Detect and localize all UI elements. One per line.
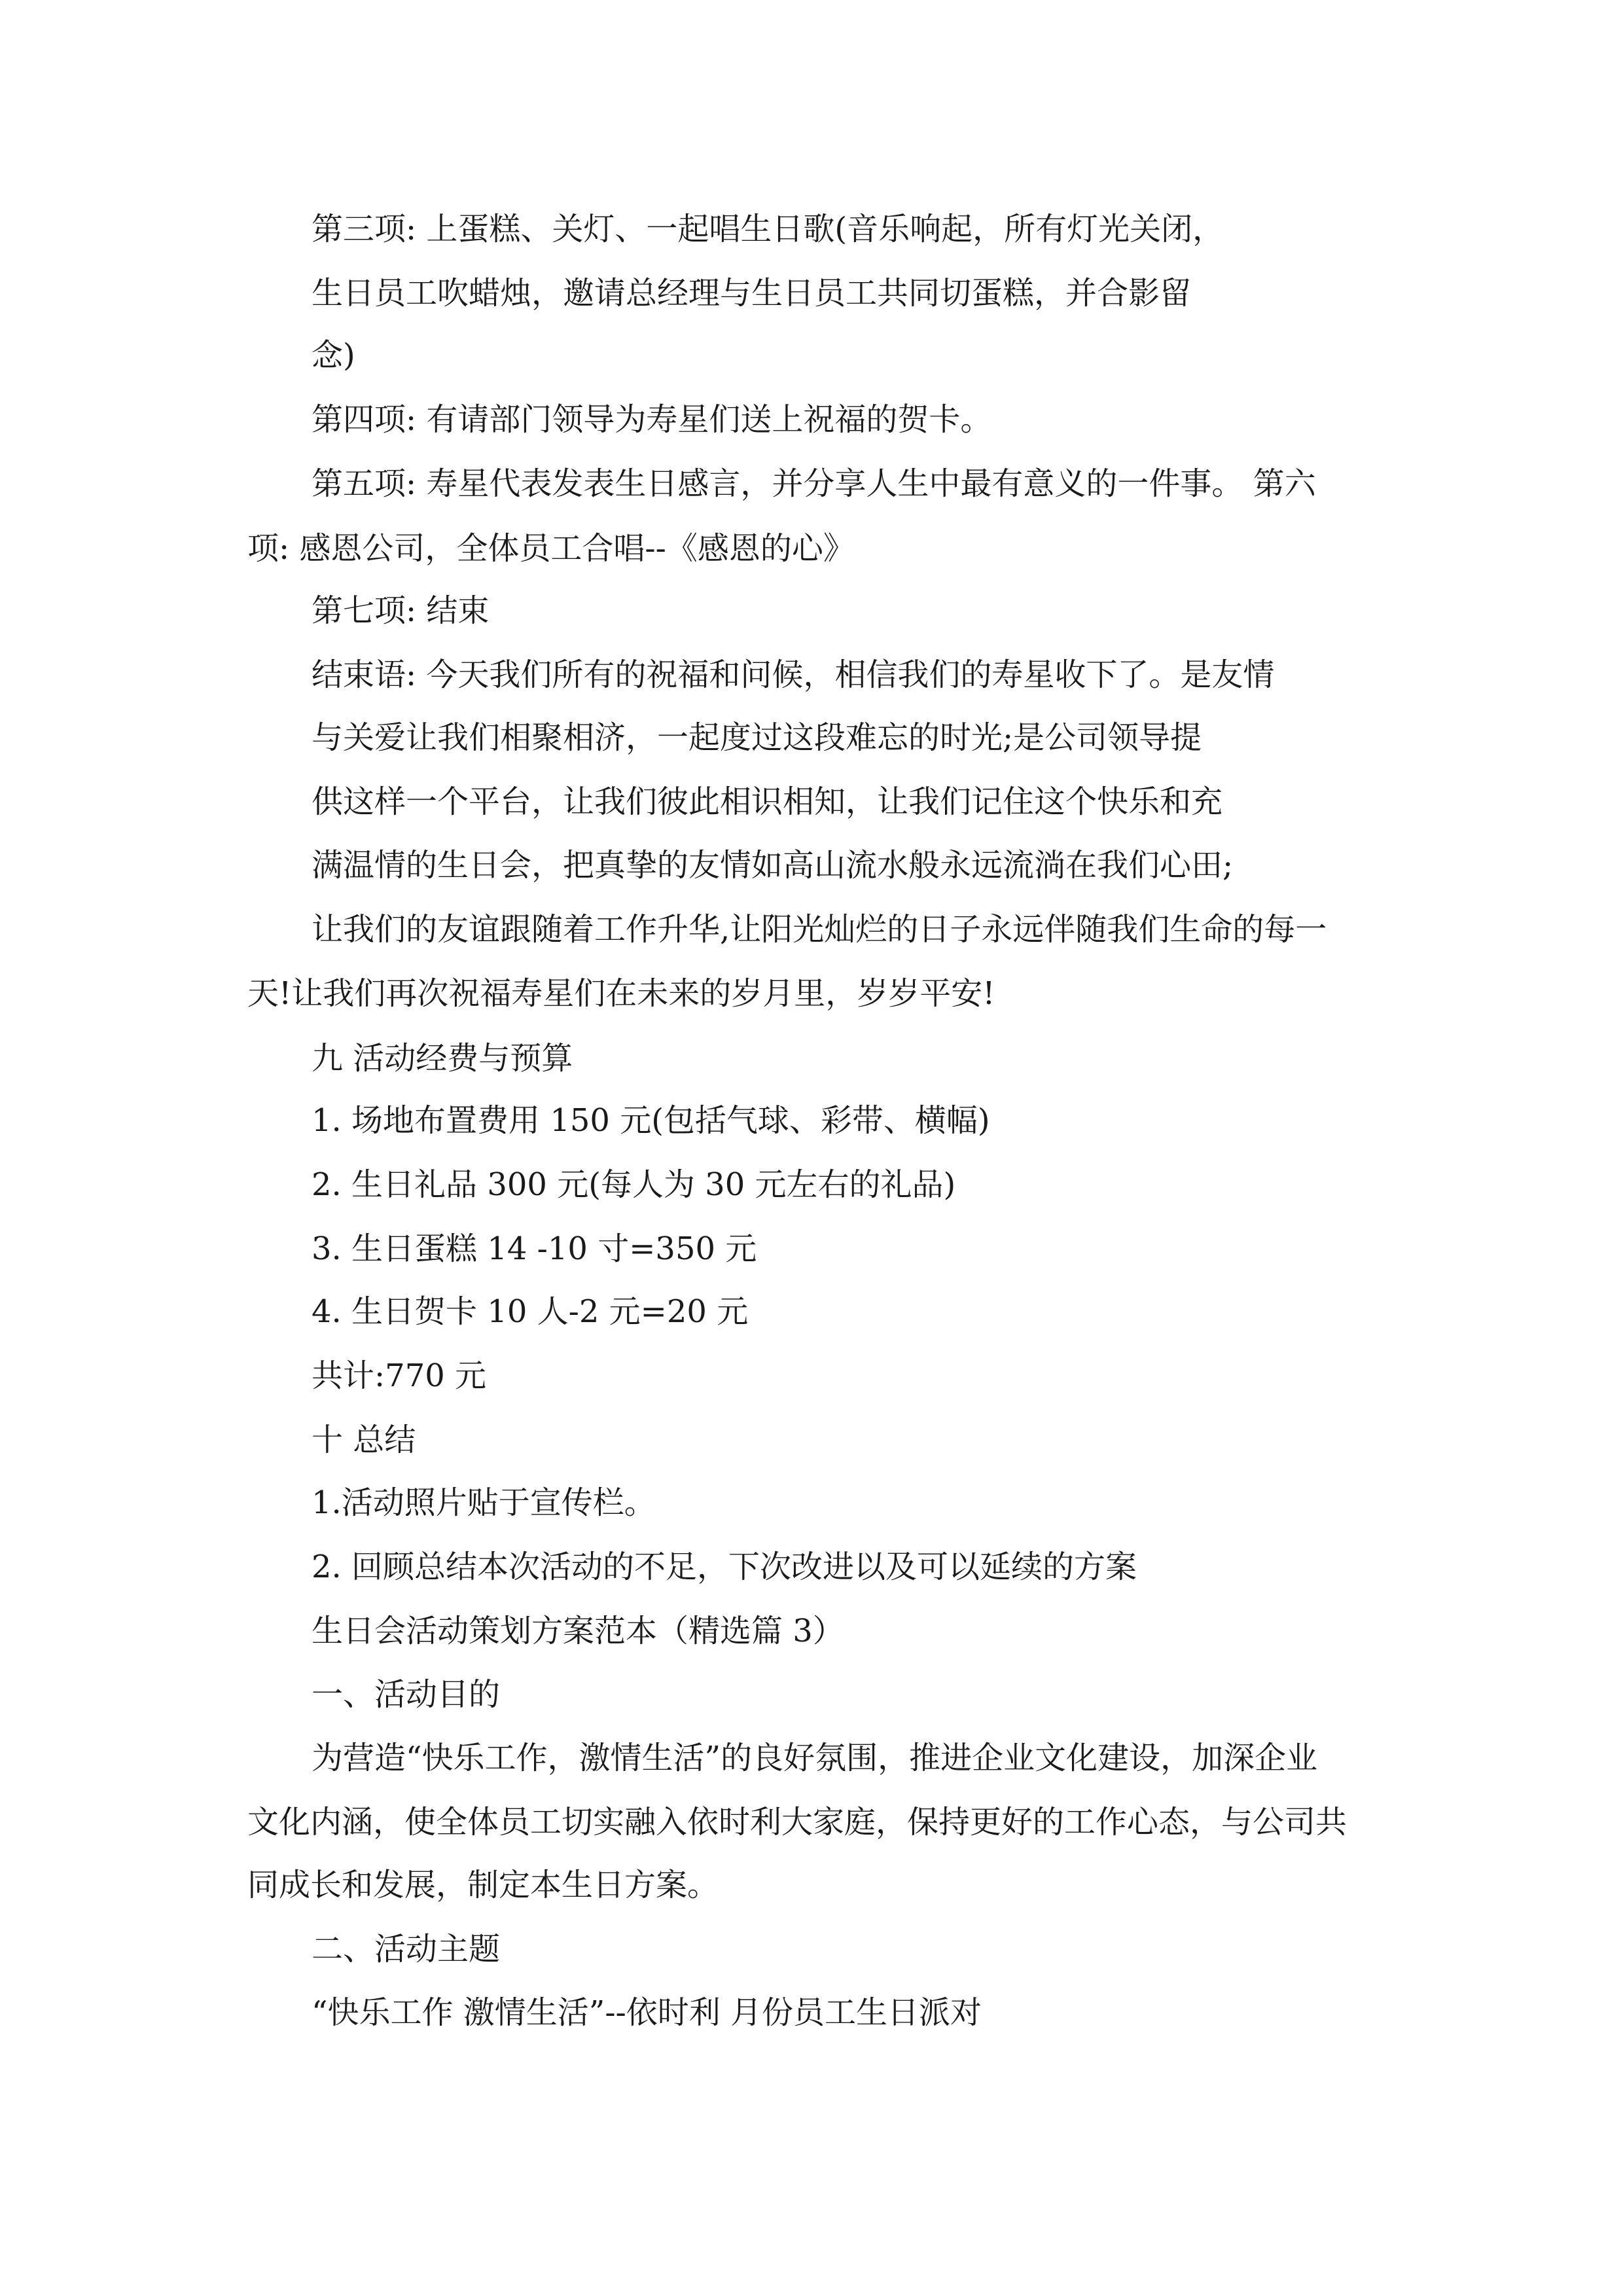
text-line: “快乐工作 激情生活”--依时利 月份员工生日派对 [312,1994,982,2031]
document-title: 生日会活动策划方案范本（精选篇 3） [312,1613,844,1649]
text-line: 结束语: 今天我们所有的祝福和问候，相信我们的寿星收下了。是友情 [312,656,1275,693]
text-line: 为营造“快乐工作，激情生活”的良好氛围，推进企业文化建设，加深企业 [312,1740,1318,1776]
list-item: 2. 生日礼品 300 元(每人为 30 元左右的礼品) [312,1166,956,1203]
text-line: 让我们的友谊跟随着工作升华,让阳光灿烂的日子永远伴随我们生命的每一 [312,911,1327,948]
section-heading: 一、活动目的 [312,1676,501,1713]
text-line: 第四项: 有请部门领导为寿星们送上祝福的贺卡。 [312,401,992,438]
total-line: 共计:770 元 [312,1357,487,1394]
text-line: 供这样一个平台，让我们彼此相识相知，让我们记住这个快乐和充 [312,783,1223,820]
section-heading: 九 活动经费与预算 [312,1040,573,1077]
text-line: 满温情的生日会，把真挚的友情如高山流水般永远流淌在我们心田; [312,847,1234,884]
list-item: 1. 场地布置费用 150 元(包括气球、彩带、横幅) [312,1102,990,1139]
section-heading: 十 总结 [312,1422,416,1458]
list-item: 4. 生日贺卡 10 人-2 元=20 元 [312,1293,749,1330]
text-line: 同成长和发展，制定本生日方案。 [247,1867,719,1903]
list-item: 2. 回顾总结本次活动的不足，下次改进以及可以延续的方案 [312,1549,1137,1585]
text-line: 第五项: 寿星代表发表生日感言，并分享人生中最有意义的一件事。 第六 [312,465,1316,502]
text-line: 天!让我们再次祝福寿星们在未来的岁月里，岁岁平安! [247,975,995,1012]
text-line: 第七项: 结束 [312,592,490,629]
text-line: 生日员工吹蜡烛，邀请总经理与生日员工共同切蛋糕，并合影留 [312,275,1192,312]
text-line: 念) [312,337,355,374]
text-line: 项: 感恩公司，全体员工合唱--《感恩的心》 [247,530,855,567]
list-item: 3. 生日蛋糕 14 -10 寸=350 元 [312,1230,757,1267]
section-heading: 二、活动主题 [312,1931,501,1967]
text-line: 第三项: 上蛋糕、关灯、一起唱生日歌(音乐响起，所有灯光关闭， [312,211,1224,247]
text-line: 文化内涵，使全体员工切实融入依时利大家庭，保持更好的工作心态，与公司共 [247,1804,1347,1840]
text-line: 与关爱让我们相聚相济，一起度过这段难忘的时光;是公司领导提 [312,719,1202,756]
list-item: 1.活动照片贴于宣传栏。 [312,1484,656,1521]
